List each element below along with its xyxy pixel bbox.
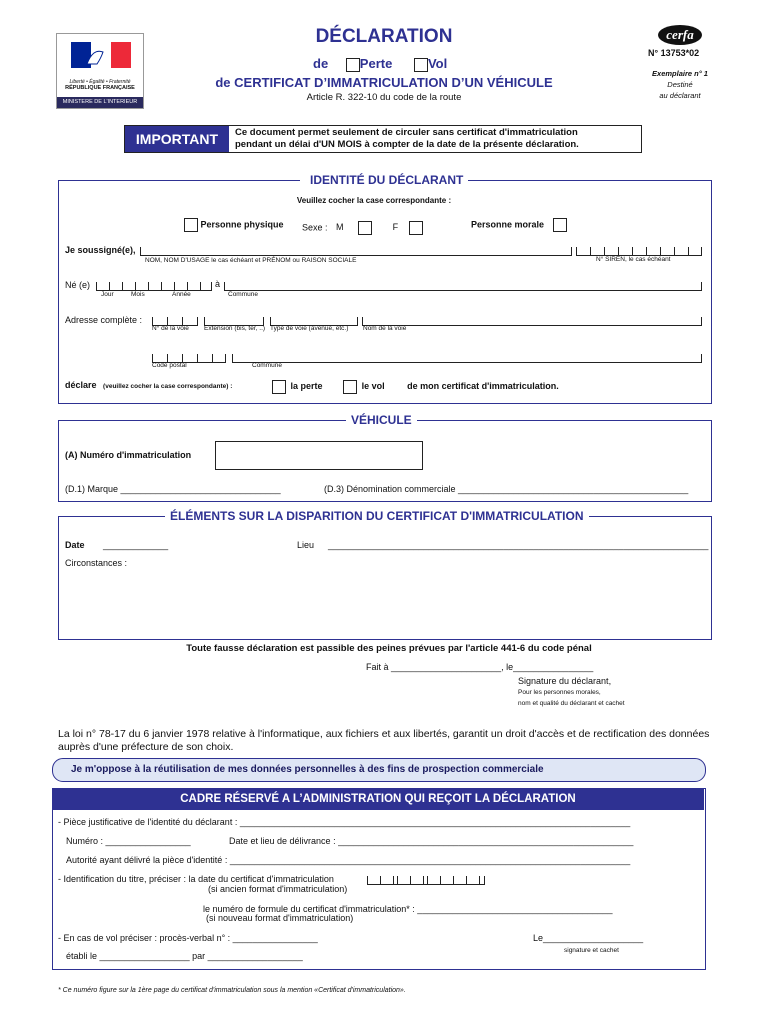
important-label: IMPORTANT	[125, 126, 229, 152]
nouveau-format-hint: (si nouveau format d'immatriculation)	[206, 913, 354, 923]
piece-field[interactable]: - Pièce justificative de l'identité du déclarant : ______________________________________________________________________________	[58, 817, 631, 827]
date-input[interactable]: _____________	[103, 540, 169, 550]
perte-checkbox[interactable]	[346, 58, 360, 72]
siren-input[interactable]	[576, 247, 702, 256]
circonstances-label: Circonstances :	[65, 558, 128, 568]
elements-title: ÉLÉMENTS SUR LA DISPARITION DU CERTIFICAT D'IMMATRICULATION	[165, 509, 589, 523]
etabli-field[interactable]: établi le __________________ par ___________________	[66, 951, 303, 961]
person-type-row	[184, 218, 284, 232]
mois-hint: Mois	[131, 291, 145, 298]
birth-date-input[interactable]	[96, 282, 212, 291]
logo-ministry: MINISTERE DE L'INTERIEUR	[57, 97, 143, 108]
circonstances-input[interactable]	[64, 572, 702, 632]
la-perte-checkbox[interactable]	[272, 380, 286, 394]
de-label: de	[313, 56, 329, 71]
commune-hint: Commune	[228, 291, 258, 298]
adresse-label: Adresse complète :	[65, 315, 143, 325]
identity-section	[58, 180, 712, 404]
copy-destine: Destiné	[667, 80, 693, 89]
identification-label: - Identification du titre, préciser : la date du certificat d'immatriculation	[58, 874, 334, 884]
sexe-m-label: M	[336, 222, 344, 233]
birth-place-input[interactable]	[224, 282, 702, 291]
copy-number: Exemplaire n° 1	[652, 69, 708, 78]
commune-input[interactable]	[232, 354, 702, 363]
la-perte-label: la perte	[290, 381, 323, 392]
num-voie-hint: N° de la voie	[152, 325, 189, 332]
sexe-f-checkbox[interactable]	[409, 221, 423, 235]
extension-hint: Extension (bis, ter, ..)	[204, 325, 266, 332]
signature-hint-2: nom et qualité du déclarant et cachet	[518, 700, 625, 707]
street-name-input[interactable]	[362, 317, 702, 326]
article-reference: Article R. 322-10 du code de la route	[306, 92, 462, 103]
fait-a-field[interactable]: Fait à ______________________, le________________	[366, 662, 594, 672]
false-declaration-warning: Toute fausse déclaration est passible des peines prévues par l'article 441-6 du code pénal	[186, 643, 592, 654]
a-label: à	[215, 279, 221, 289]
important-line-1: Ce document permet seulement de circuler sans certificat d'immatriculation	[235, 127, 578, 138]
lieu-label: Lieu	[297, 540, 315, 550]
admin-date-field[interactable]: Le____________________	[533, 933, 644, 943]
numero-field[interactable]: Numéro : _________________	[66, 836, 191, 846]
perte-label: Perte	[359, 56, 393, 71]
identity-instruction: Veuillez cocher la case correspondante :	[296, 196, 452, 205]
autorite-field[interactable]: Autorité ayant délivré la pièce d'identité : ________________________________________________________________________________	[66, 855, 631, 865]
nom-voie-hint: Nom de la voie	[363, 325, 407, 332]
de-mon-certificat: de mon certificat d'immatriculation.	[407, 381, 559, 392]
page-title: DÉCLARATION	[315, 26, 453, 47]
sexe-label: Sexe :	[302, 222, 328, 233]
opposition-text: Je m'oppose à la réutilisation de mes données personnelles à des fins de prospection commerciale	[71, 764, 544, 775]
page-subtitle: de CERTIFICAT D’IMMATRICULATION D’UN VÉHICULE	[215, 75, 553, 90]
le-vol-checkbox[interactable]	[343, 380, 357, 394]
personne-morale-label: Personne morale	[471, 219, 545, 230]
vol-checkbox[interactable]	[414, 58, 428, 72]
name-input[interactable]	[140, 247, 572, 256]
declare-row	[65, 380, 232, 390]
declare-label: déclare	[65, 380, 97, 390]
vehicle-title: VÉHICULE	[346, 413, 417, 427]
annee-hint: Année	[172, 291, 191, 298]
logo-motto: Liberté • Égalité • Fraternité	[69, 79, 131, 85]
important-line-2: pendant un délai d'UN MOIS à compter de la date de la présente déclaration.	[235, 139, 579, 150]
certificate-date-input[interactable]	[367, 876, 485, 885]
soussigne-label: Je soussigné(e),	[65, 245, 136, 255]
proces-verbal-field[interactable]: - En cas de vol préciser : procès-verbal n° : _________________	[58, 933, 318, 943]
personne-morale-checkbox[interactable]	[553, 218, 567, 232]
code-postal-hint: Code postal	[152, 362, 187, 369]
personne-physique-checkbox[interactable]	[184, 218, 198, 232]
cerfa-logo: cerfa	[658, 25, 702, 45]
signature-area[interactable]	[518, 710, 708, 726]
copy-info	[640, 68, 720, 101]
perte-vol-choice	[313, 56, 447, 72]
signature-cachet-hint: signature et cachet	[564, 947, 619, 954]
ne-label: Né (e)	[65, 280, 91, 290]
marque-field[interactable]: (D.1) Marque ________________________________	[65, 484, 281, 494]
declare-options	[272, 380, 559, 394]
lieu-input[interactable]: ____________________________________________________________________________	[328, 540, 709, 550]
type-voie-hint: Type de voie (avenue, etc.)	[270, 325, 349, 332]
signature-hint-1: Pour les personnes morales,	[518, 689, 601, 696]
commune2-hint: Commune	[252, 362, 282, 369]
jour-hint: Jour	[101, 291, 114, 298]
personne-physique-label: Personne physique	[200, 219, 284, 230]
formule-field[interactable]: le numéro de formule du certificat d'immatriculation* : _______________________________________	[203, 904, 613, 914]
immat-label: (A) Numéro d'immatriculation	[65, 450, 192, 460]
siren-hint: N° SIREN, le cas échéant	[596, 256, 671, 263]
logo-republique: RÉPUBLIQUE FRANÇAISE	[65, 85, 135, 91]
copy-declarant: au déclarant	[659, 91, 701, 100]
loi-notice: La loi n° 78-17 du 6 janvier 1978 relative à l'informatique, aux fichiers et aux libertés, garantit un droit d'accès et de rectification des données auprès d'une préfecture de son choix.	[58, 728, 710, 753]
cerfa-number: N° 13753*02	[648, 48, 700, 58]
le-vol-label: le vol	[361, 381, 385, 392]
denomination-field[interactable]: (D.3) Dénomination commerciale ______________________________________________	[324, 484, 689, 494]
admin-title: CADRE RÉSERVÉ A L’ADMINISTRATION QUI REÇOIT LA DÉCLARATION	[52, 788, 704, 810]
footnote: * Ce numéro figure sur la 1ère page du certificat d'immatriculation sous la mention «Certificat d'immatriculation».	[58, 987, 406, 994]
sexe-f-label: F	[392, 222, 399, 233]
immat-input[interactable]	[215, 441, 423, 470]
sexe-m-checkbox[interactable]	[358, 221, 372, 235]
opposition-banner[interactable]	[52, 758, 706, 782]
date-lieu-field[interactable]: Date et lieu de délivrance : ___________________________________________________________	[229, 836, 634, 846]
name-hint: NOM, NOM D'USAGE le cas échéant et PRÉNOM ou RAISON SOCIALE	[145, 257, 357, 264]
ancien-format-hint: (si ancien format d'immatriculation)	[208, 884, 348, 894]
date-label: Date	[65, 540, 85, 550]
signature-label: Signature du déclarant,	[518, 676, 612, 686]
important-notice	[124, 125, 642, 153]
vol-label: Vol	[427, 56, 448, 71]
sexe-row	[302, 221, 423, 235]
identity-title-overlay: IDENTITÉ DU DÉCLARANT	[305, 173, 468, 187]
personne-morale-row	[471, 218, 567, 232]
declare-hint: (veuillez cocher la case correspondante) :	[103, 383, 233, 390]
